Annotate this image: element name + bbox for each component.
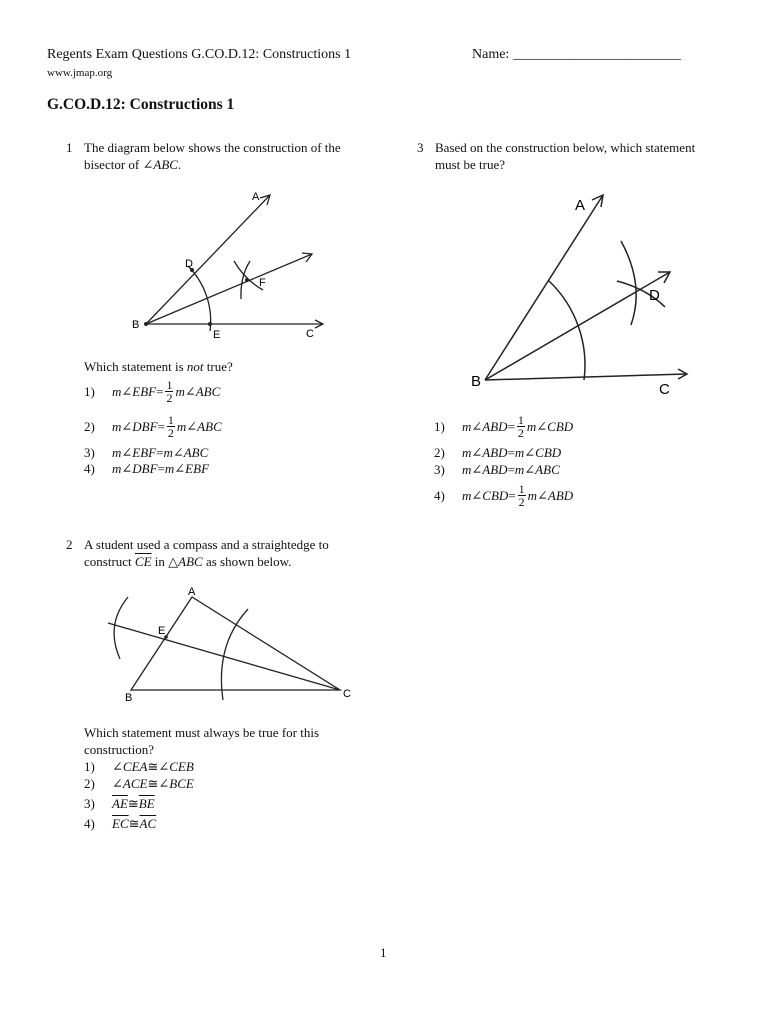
fraction: $\frac{1}{2}$ — [166, 378, 173, 405]
fraction: $\frac{1}{2}$ — [518, 482, 525, 509]
question-text-line: construct $\overline{CE}$ in △ABC as shown below. — [84, 554, 292, 569]
ray-bc — [485, 374, 687, 380]
label-b: B — [125, 692, 133, 704]
label-a: A — [252, 191, 260, 203]
answer-option[interactable]: 3) $\overline{AE}$ ≅ $\overline{BE}$ — [84, 795, 155, 811]
label-c: C — [343, 688, 351, 700]
question-3-stem — [417, 139, 737, 175]
answer-option[interactable]: 3) m∠EBF = m∠ABC — [84, 444, 209, 460]
compass-arc — [221, 609, 248, 700]
ray-ba — [485, 195, 603, 380]
question-3-diagram — [465, 185, 705, 400]
page-number: 1 — [380, 945, 387, 960]
question-text-line: bisector of ∠ABC. — [84, 157, 182, 172]
question-text-line: Based on the construction below, which statement — [435, 140, 696, 155]
answer-option[interactable]: 1) m∠ABD = $\frac{1}{2}$ m∠CBD — [434, 413, 574, 440]
name-blank: ________________________ — [512, 47, 681, 62]
answer-option[interactable]: 3) m∠ABD = m∠ABC — [434, 461, 560, 477]
triangle-abc — [131, 597, 340, 690]
answer-option[interactable]: 4) m∠CBD = $\frac{1}{2}$ m∠ABD — [434, 482, 574, 509]
fraction: $\frac{1}{2}$ — [167, 413, 174, 440]
question-text-line: The diagram below shows the construction of the — [84, 140, 341, 155]
compass-arc — [188, 266, 211, 331]
question-text-line: must be true? — [435, 157, 506, 172]
answer-option[interactable]: 4) m∠DBF = m∠EBF — [84, 460, 210, 476]
label-b: B — [471, 373, 482, 390]
answer-option[interactable]: 1) ∠CEA ≅ ∠CEB — [84, 758, 194, 774]
label-d: D — [185, 258, 193, 270]
question-number: 3 — [417, 140, 424, 155]
page-title: G.CO.D.12: Constructions 1 — [47, 96, 235, 113]
question-2-prompt: Which statement must always be true for this construction? — [84, 725, 320, 757]
fraction: $\frac{1}{2}$ — [517, 413, 524, 440]
ray-ba — [146, 195, 270, 324]
question-number: 2 — [66, 537, 73, 552]
answer-option[interactable]: 2) m∠ABD = m∠CBD — [434, 444, 562, 460]
label-c: C — [306, 328, 314, 340]
point-e — [208, 322, 212, 326]
ray-bf — [146, 254, 312, 324]
label-e: E — [213, 329, 221, 341]
name-label: Name: — [472, 47, 510, 62]
question-number: 1 — [66, 140, 73, 155]
header-title: Regents Exam Questions G.CO.D.12: Constructions 1 — [47, 47, 352, 62]
label-f: F — [259, 277, 266, 289]
question-2-diagram — [100, 585, 360, 710]
question-1-prompt: Which statement is not true? — [84, 359, 233, 374]
label-a: A — [575, 197, 586, 214]
point-b — [144, 322, 148, 326]
answer-option[interactable]: 1) m∠EBF = $\frac{1}{2}$ m∠ABC — [84, 378, 221, 405]
compass-arc — [549, 281, 585, 380]
label-e: E — [158, 625, 166, 637]
label-a: A — [188, 586, 196, 598]
answer-option[interactable]: 2) ∠ACE ≅ ∠BCE — [84, 775, 194, 791]
label-d: D — [649, 287, 660, 304]
question-2-stem — [66, 536, 386, 572]
name-field — [472, 47, 681, 63]
point-f — [245, 278, 249, 282]
answer-option[interactable]: 4) $\overline{EC}$ ≅ $\overline{AC}$ — [84, 815, 157, 831]
question-1-stem — [66, 139, 386, 175]
label-b: B — [132, 319, 140, 331]
header-url: www.jmap.org — [47, 67, 113, 79]
question-1-diagram — [130, 185, 340, 345]
label-c: C — [659, 381, 670, 398]
question-text-line: A student used a compass and a straightedge to — [84, 537, 329, 552]
answer-option[interactable]: 2) m∠DBF = $\frac{1}{2}$ m∠ABC — [84, 413, 222, 440]
